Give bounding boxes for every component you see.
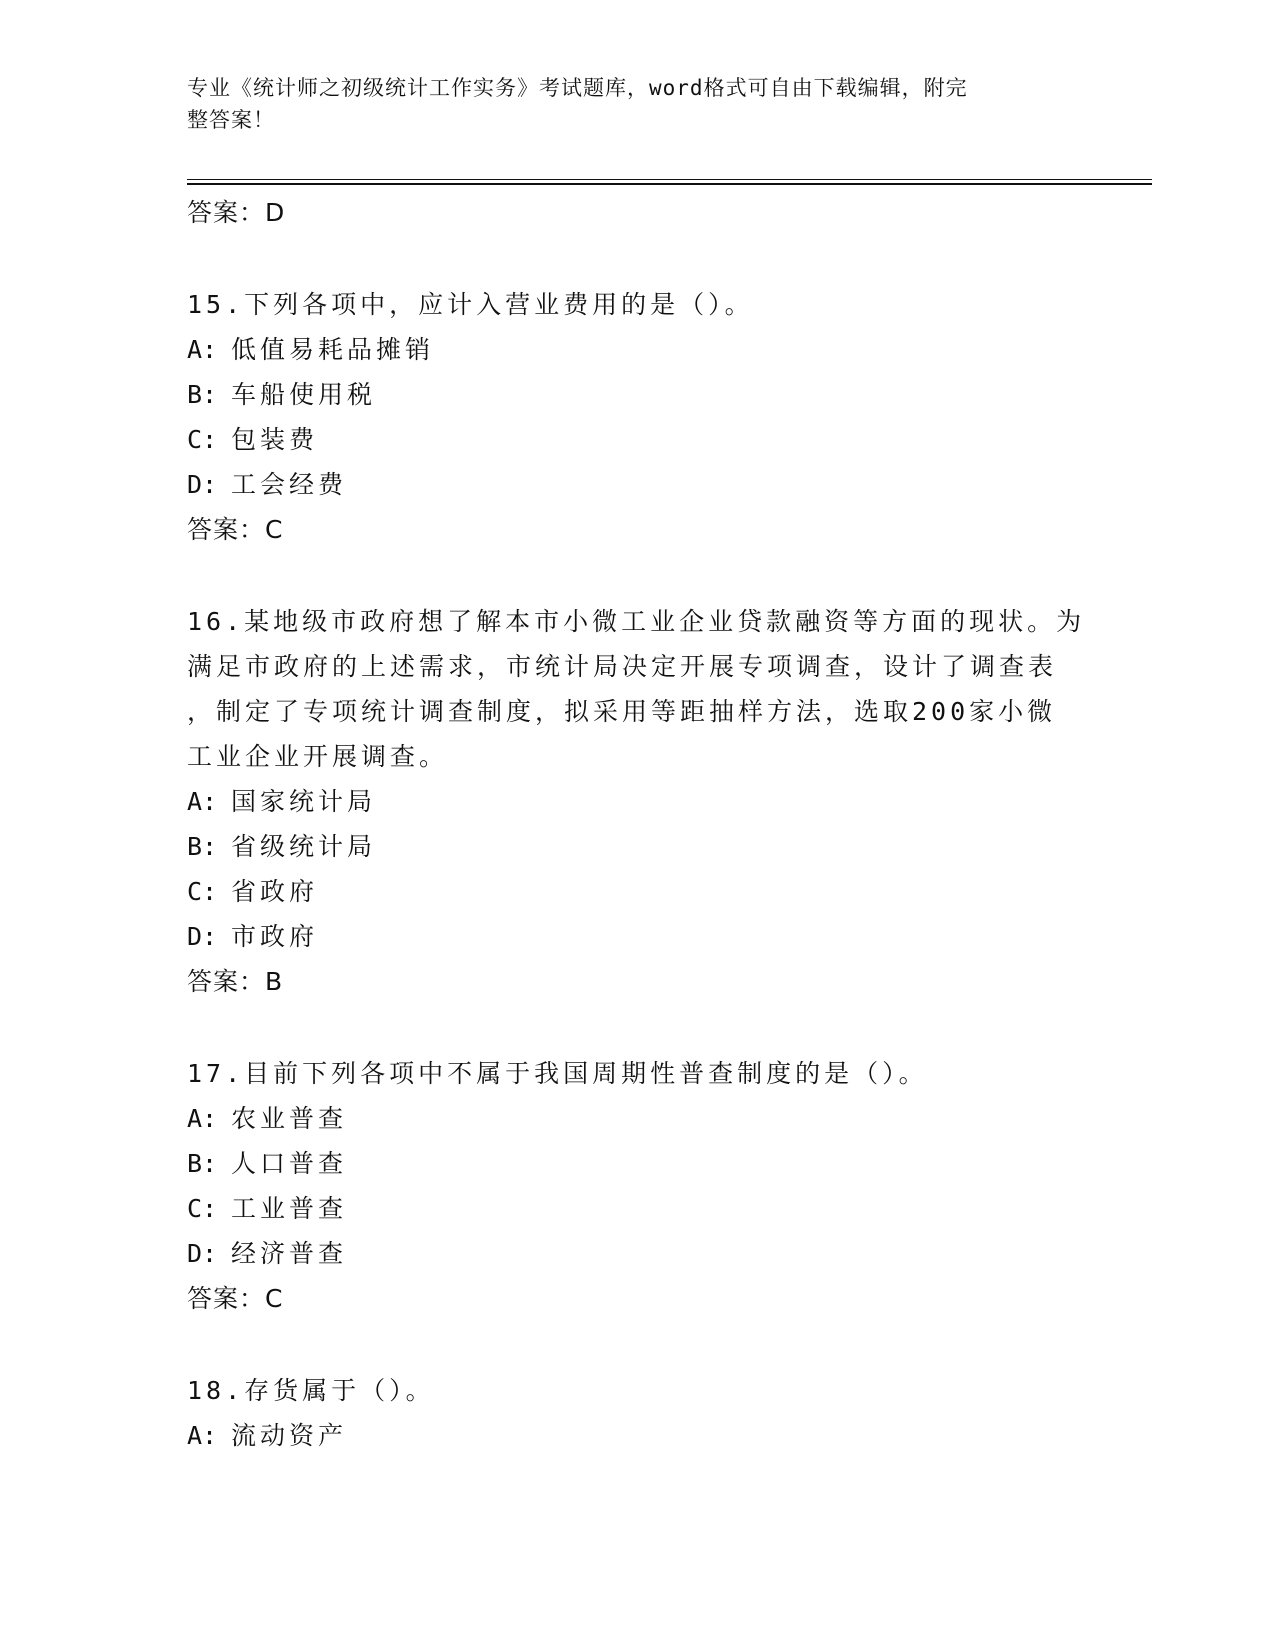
option-text: 工业普查	[231, 1194, 348, 1223]
question-15	[187, 282, 1087, 552]
spacer	[187, 1004, 1087, 1051]
question-stem: 15.下列各项中，应计入营业费用的是（）。	[187, 290, 754, 319]
question-stem: 16.某地级市政府想了解本市小微工业企业贷款融资等方面的现状。为	[187, 607, 1086, 636]
option-key: B:	[187, 380, 218, 409]
option-text: 人口普查	[231, 1149, 348, 1178]
option-key: A:	[187, 1104, 218, 1133]
header-rule-thin	[187, 179, 1152, 180]
option-c	[187, 1186, 1087, 1231]
option-key: B:	[187, 832, 218, 861]
header-line-2: 整答案！	[187, 108, 275, 132]
option-d	[187, 1231, 1087, 1276]
option-text: 流动资产	[231, 1421, 348, 1450]
question-17	[187, 1051, 1087, 1321]
option-key: A:	[187, 787, 218, 816]
option-key: D:	[187, 1239, 218, 1268]
spacer	[187, 235, 1087, 282]
option-text: 省政府	[231, 877, 319, 906]
option-text: 车船使用税	[231, 380, 377, 409]
answer: 答案：C	[187, 515, 284, 544]
option-text: 经济普查	[231, 1239, 348, 1268]
question-18	[187, 1368, 1087, 1458]
option-key: C:	[187, 425, 218, 454]
option-a	[187, 779, 1087, 824]
option-a	[187, 1413, 1087, 1458]
question-stem: 满足市政府的上述需求，市统计局决定开展专项调查，设计了调查表	[187, 652, 1058, 681]
answer: 答案：C	[187, 1284, 284, 1313]
header-rule-thick	[187, 183, 1152, 185]
option-c	[187, 417, 1087, 462]
page-header	[187, 72, 1067, 136]
option-a	[187, 1096, 1087, 1141]
question-stem: ，制定了专项统计调查制度，拟采用等距抽样方法，选取200家小微	[187, 697, 1057, 726]
option-c	[187, 869, 1087, 914]
question-stem: 18.存货属于（）。	[187, 1376, 435, 1405]
option-a	[187, 327, 1087, 372]
option-text: 省级统计局	[231, 832, 377, 861]
option-text: 工会经费	[231, 470, 348, 499]
option-text: 农业普查	[231, 1104, 348, 1133]
spacer	[187, 552, 1087, 599]
option-key: A:	[187, 1421, 218, 1450]
question-stem: 工业企业开展调查。	[187, 742, 449, 771]
option-key: C:	[187, 1194, 218, 1223]
spacer	[187, 1321, 1087, 1368]
option-b	[187, 1141, 1087, 1186]
option-text: 低值易耗品摊销	[231, 335, 435, 364]
option-d	[187, 914, 1087, 959]
option-d	[187, 462, 1087, 507]
question-16	[187, 599, 1087, 1004]
option-key: D:	[187, 470, 218, 499]
option-b	[187, 824, 1087, 869]
question-stem: 17.目前下列各项中不属于我国周期性普查制度的是（）。	[187, 1059, 928, 1088]
question-list	[187, 190, 1087, 1458]
option-key: B:	[187, 1149, 218, 1178]
option-key: A:	[187, 335, 218, 364]
previous-answer: 答案：D	[187, 198, 286, 227]
header-line-1: 专业《统计师之初级统计工作实务》考试题库，word格式可自由下载编辑，附完	[187, 76, 968, 100]
option-text: 国家统计局	[231, 787, 377, 816]
option-key: D:	[187, 922, 218, 951]
option-key: C:	[187, 877, 218, 906]
option-text: 市政府	[231, 922, 319, 951]
option-text: 包装费	[231, 425, 319, 454]
option-b	[187, 372, 1087, 417]
answer: 答案：B	[187, 967, 284, 996]
